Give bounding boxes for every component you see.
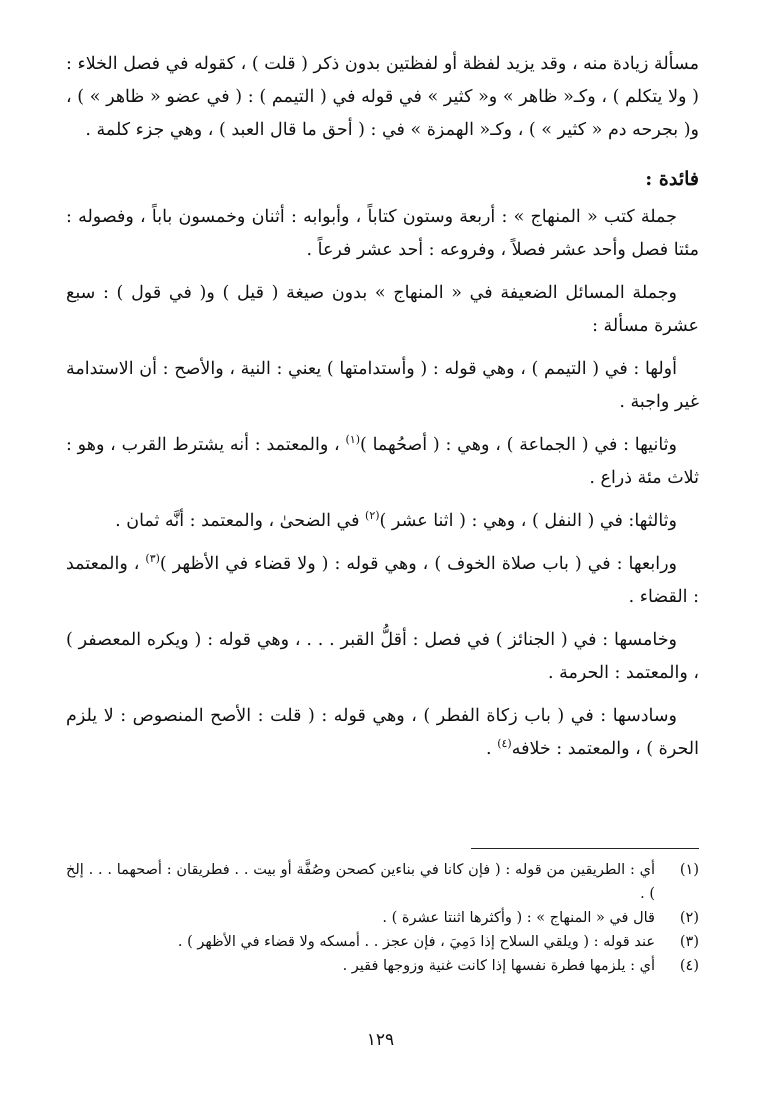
footnote-text: أي : يلزمها فطرة نفسها إذا كانت غنية وزوجها فقير .: [342, 958, 655, 974]
footnote-number: (٣): [679, 934, 699, 950]
footnote-number: (٢): [679, 910, 699, 926]
paragraph-second-issue: [66, 429, 699, 495]
footnote-text: عند قوله : ( ويلقي السلاح إذا دَمِيَ ، فإن عجز . . أمسكه ولا قضاء في الأظهر ) .: [177, 934, 655, 950]
footnote-divider: [471, 848, 699, 849]
item-text: ، والمعتمد : القضاء .: [66, 554, 699, 607]
item-text: وخامسها : في ( الجنائز ) في فصل : أقلُّ القبر . . . ، وهي قوله : ( ويكره المعصفر ) ، والمعتمد : الحرمة .: [66, 630, 699, 683]
item-text: ورابعها : في ( باب صلاة الخوف ) ، وهي قوله : ( ولا قضاء في الأظهر ): [159, 554, 677, 574]
section-heading: فائدة :: [645, 168, 699, 190]
paragraph-1: مسألة زيادة منه ، وقد يزيد لفظة أو لفظتين بدون ذكر ( قلت ) ، كقوله في فصل الخلاء : ( ولا يتكلم ) ، وكـ« ظاهر » و« كثير » في قوله في ( التيمم ) : ( في عضو « ظاهر » ) ، و( بجرحه دم « كثير » ) ، وكـ« الهمزة » في : ( أحق ما قال العبد ) ، وهي جزء كلمة .: [66, 54, 699, 140]
item-text: .: [486, 739, 498, 759]
item-text: وسادسها : في ( باب زكاة الفطر ) ، وهي قوله : ( قلت : الأصح المنصوص : لا يلزم الحرة ) ، والمعتمد : خلافه: [66, 706, 699, 759]
footnote-1: [66, 858, 699, 906]
paragraph-sixth-issue: [66, 700, 699, 766]
paragraph-weak-issues: وجملة المسائل الضعيفة في « المنهاج » بدون صيغة ( قيل ) و( في قول ) : سبع عشرة مسألة :: [66, 283, 699, 336]
page-number: ١٢٩: [366, 1030, 395, 1050]
item-text: في الضحىٰ ، والمعتمد : أنَّه ثمان .: [115, 511, 366, 531]
footnote-ref-2[interactable]: (٢): [365, 509, 380, 523]
footnote-ref-3[interactable]: (٣): [145, 552, 160, 566]
footnote-number: (١): [679, 862, 699, 878]
paragraph-fourth-issue: [66, 548, 699, 614]
footnote-2: [66, 906, 699, 930]
footnote-ref-4[interactable]: (٤): [497, 737, 512, 751]
paragraph-third-issue: [66, 505, 699, 538]
item-text: وثالثها: في ( النفل ) ، وهي : ( اثنا عشر ): [379, 511, 677, 531]
footnote-text: أي : الطريقين من قوله : ( فإن كانا في بناءين كصحن وصُفَّة أو بيت . . فطريقان : أصحهما . . . إلخ ) .: [66, 862, 655, 902]
footnote-ref-1[interactable]: (١): [345, 433, 360, 447]
paragraph-books-count: جملة كتب « المنهاج » : أربعة وستون كتاباً ، وأبوابه : أثنان وخمسون باباً ، وفصوله : مئتا فصل وأحد عشر فصلاً ، وفروعه : أحد عشر فرعاً .: [66, 207, 699, 260]
footnote-number: (٤): [679, 958, 699, 974]
footnote-3: [66, 930, 699, 954]
item-text: وثانيها : في ( الجماعة ) ، وهي : ( أصحُهما ): [359, 435, 677, 455]
footnote-4: [66, 954, 699, 978]
item-text: ، والمعتمد : أنه يشترط القرب ، وهو : ثلاث مئة ذراع .: [66, 435, 699, 488]
footnotes: [66, 858, 699, 978]
footnote-text: قال في « المنهاج » : ( وأكثرها اثنتا عشرة ) .: [382, 910, 655, 926]
paragraph-fifth-issue: [66, 624, 699, 690]
paragraph-first-issue: أولها : في ( التيمم ) ، وهي قوله : ( وأستدامتها ) يعني : النية ، والأصح : أن الاستدامة غير واجبة .: [66, 359, 699, 412]
